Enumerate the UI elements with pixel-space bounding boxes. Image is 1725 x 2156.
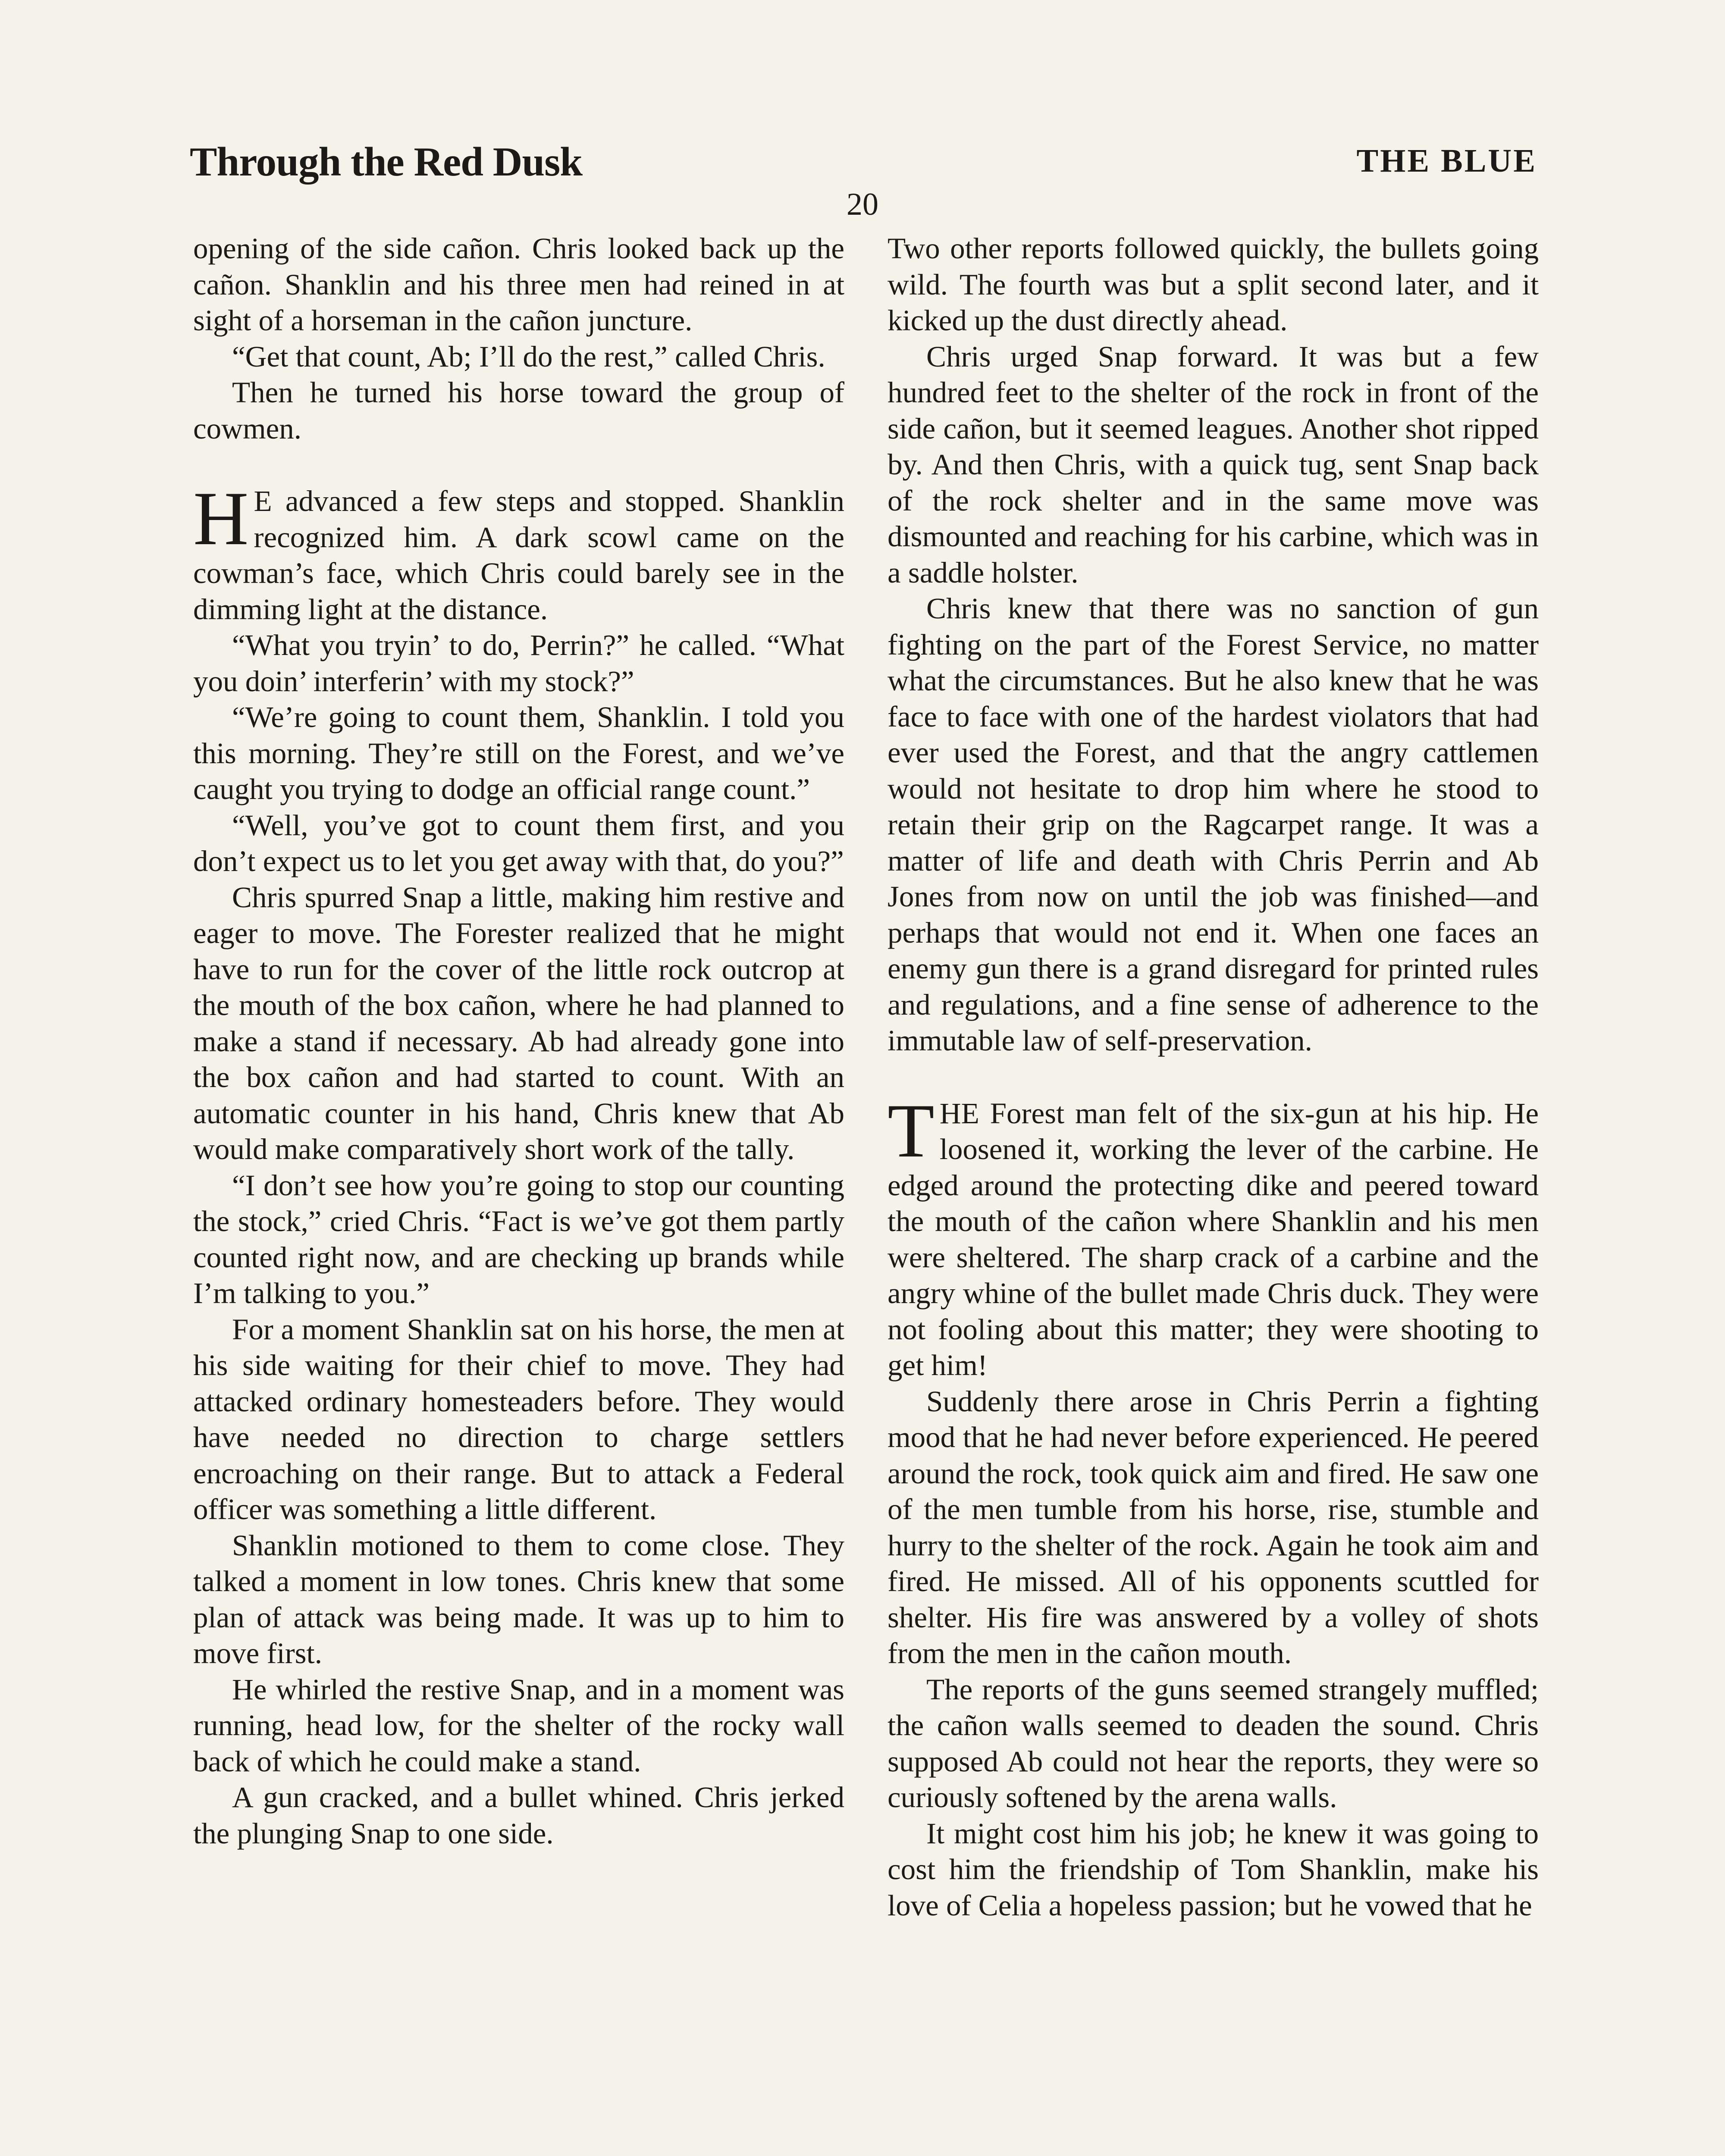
drop-cap: H <box>193 476 249 561</box>
paragraph-text: “Get that count, Ab; I’ll do the rest,” called Chris. <box>232 340 825 373</box>
paragraph <box>193 1168 844 1312</box>
paragraph-text: For a moment Shanklin sat on his horse, the men at his side waiting for their chief to move. They had attacked ordinary homesteaders before. They would have needed no direction to charge settlers encroaching on their range. But to attack a Federal officer was something a little different. <box>193 1313 844 1526</box>
page-number: 20 <box>847 187 878 222</box>
paragraph <box>193 375 844 447</box>
paragraph-text: Then he turned his horse toward the group of cowmen. <box>193 376 844 445</box>
paragraph <box>193 627 844 699</box>
magazine-name: THE BLUE <box>1356 143 1537 179</box>
paragraph <box>888 1384 1539 1672</box>
drop-cap: T <box>888 1087 935 1173</box>
paragraph-text: Suddenly there arose in Chris Perrin a fighting mood that he had never before experienced. He peered around the rock, took quick aim and fired. He saw one of the men tumble from his horse, rise, stumble and hurry to the shelter of the rock. Again he took aim and fired. He missed. All of his opponents scuttled for shelter. His fire was answered by a volley of shots from the men in the cañon mouth. <box>888 1385 1539 1670</box>
paragraph <box>193 1780 844 1852</box>
left-text-column <box>193 231 844 1852</box>
continued-paragraph <box>888 231 1539 339</box>
paragraph-text: HE Forest man felt of the six-gun at his hip. He loosened it, working the lever of the carbine. He edged around the protecting dike and peered toward the mouth of the cañon where Shanklin and his men were sheltered. The sharp crack of a carbine and the angry whine of the bullet made Chris duck. They were not fooling about this matter; they were shooting to get him! <box>888 1097 1539 1382</box>
paragraph-text: Shanklin motioned to them to come close. They talked a moment in low tones. Chris knew that some plan of attack was being made. It was up to him to move first. <box>193 1529 844 1670</box>
right-text-column <box>888 231 1539 1924</box>
paragraph <box>888 591 1539 1059</box>
story-title: Through the Red Dusk <box>190 139 583 185</box>
paragraph <box>888 1816 1539 1924</box>
paragraph-text: Chris knew that there was no sanction of gun fighting on the part of the Forest Service, no matter what the circumstances. But he also knew that he was face to face with one of the hardest violators that had ever used the Forest, and that the angry cattlemen would not hesitate to drop him where he stood to retain their grip on the Ragcarpet range. It was a matter of life and death with Chris Perrin and Ab Jones from now on until the job was finished—and perhaps that would not end it. When one faces an enemy gun there is a grand disregard for printed rules and regulations, and a fine sense of adherence to the immutable law of self-preservation. <box>888 592 1539 1057</box>
paragraph <box>193 1312 844 1528</box>
paragraph <box>193 880 844 1168</box>
paragraph-text: Chris urged Snap forward. It was but a few hundred feet to the shelter of the rock in front of the side cañon, but it seemed leagues. Another shot ripped by. And then Chris, with a quick tug, sent Snap back of the rock shelter and in the same move was dismounted and reaching for his carbine, which was in a saddle holster. <box>888 340 1539 589</box>
paragraph-text: “Well, you’ve got to count them first, and you don’t expect us to let you get away with that, do you?” <box>193 808 844 877</box>
paragraph-text: opening of the side cañon. Chris looked back up the cañon. Shanklin and his three men had reined in at sight of a horseman in the cañon juncture. <box>193 232 844 337</box>
paragraph <box>193 339 844 375</box>
paragraph-text: “I don’t see how you’re going to stop our counting the stock,” cried Chris. “Fact is we’ve got them partly counted right now, and are checking up brands while I’m talking to you.” <box>193 1169 844 1310</box>
paragraph-text: Chris spurred Snap a little, making him restive and eager to move. The Forester realized that he might have to run for the cover of the little rock outcrop at the mouth of the box cañon, where he had planned to make a stand if necessary. Ab had already gone into the box cañon and had started to count. With an automatic counter in his hand, Chris knew that Ab would make comparatively short work of the tally. <box>193 881 844 1166</box>
paragraph <box>193 808 844 880</box>
continued-paragraph <box>193 231 844 339</box>
paragraph <box>193 1528 844 1672</box>
paragraph-text: Two other reports followed quickly, the bullets going wild. The fourth was but a split second later, and it kicked up the dust directly ahead. <box>888 232 1539 337</box>
paragraph <box>193 1672 844 1780</box>
paragraph <box>888 1672 1539 1816</box>
paragraph-text: “We’re going to count them, Shanklin. I told you this morning. They’re still on the Forest, and we’ve caught you trying to dodge an official range count.” <box>193 701 844 805</box>
paragraph-text: E advanced a few steps and stopped. Shanklin recognized him. A dark scowl came on the cowman’s face, which Chris could barely see in the dimming light at the distance. <box>193 485 844 626</box>
paragraph <box>888 339 1539 591</box>
section-start-paragraph <box>888 1087 1539 1384</box>
paragraph-text: It might cost him his job; he knew it was going to cost him the friendship of Tom Shanklin, make his love of Celia a hopeless passion; but he vowed that he <box>888 1817 1539 1922</box>
paragraph-text: He whirled the restive Snap, and in a moment was running, head low, for the shelter of the rocky wall back of which he could make a stand. <box>193 1673 844 1778</box>
paragraph-text: “What you tryin’ to do, Perrin?” he called. “What you doin’ interferin’ with my stock?” <box>193 629 844 698</box>
paragraph-text: A gun cracked, and a bullet whined. Chris jerked the plunging Snap to one side. <box>193 1781 844 1850</box>
section-start-paragraph <box>193 476 844 627</box>
paragraph <box>193 699 844 808</box>
paragraph-text: The reports of the guns seemed strangely muffled; the cañon walls seemed to deaden the sound. Chris supposed Ab could not hear the reports, they were so curiously softened by the arena walls. <box>888 1673 1539 1814</box>
